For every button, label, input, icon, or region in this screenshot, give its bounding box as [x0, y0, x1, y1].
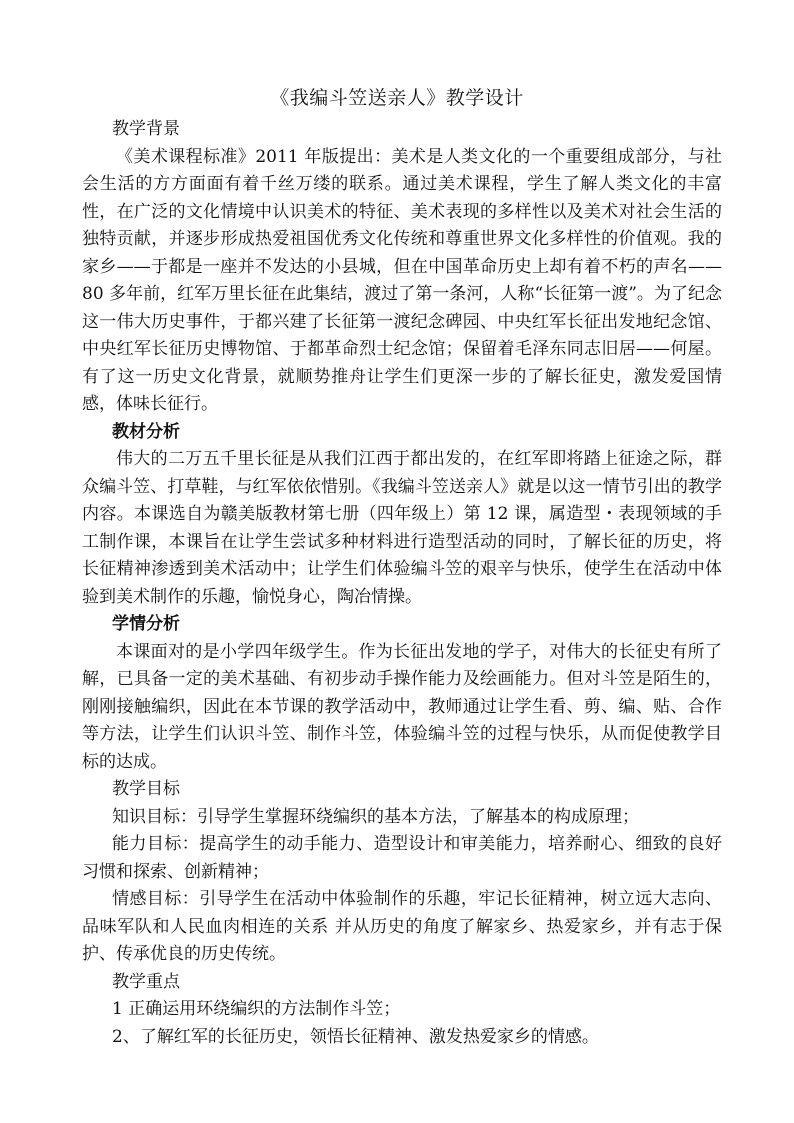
- document-body: [82, 116, 722, 1051]
- objective-ability: 能力目标：提高学生的动手能力、造型设计和审美能力，培养耐心、细致的良好习惯和探索、创新精神；: [82, 834, 722, 882]
- paragraph-students: 本课面对的是小学四年级学生。作为长征出发地的学子，对伟大的长征史有所了解，已具备一定的美术基础、有初步动手操作能力及绘画能力。但对斗笠是陌生的，刚刚接触编织，因此在本节课的教学活动中，教师通过让学生看、剪、编、贴、合作等方法，让学生们认识斗笠、制作斗笠，体验编斗笠的过程与快乐，从而促使教学目标的达成。: [82, 641, 722, 772]
- section-heading-background: 教学背景: [112, 119, 180, 139]
- keypoint-item-2: 2、了解红军的长征历史，领悟长征精神、激发热爱家乡的情感。: [112, 1026, 599, 1047]
- keypoint-item-1: 1 正确运用环绕编织的方法制作斗笠；: [112, 999, 401, 1019]
- section-heading-objectives: 教学目标: [112, 779, 180, 799]
- document-title: 《我编斗笠送亲人》教学设计: [270, 87, 524, 109]
- paragraph-material: 伟大的二万五千里长征是从我们江西于都出发的，在红军即将踏上征途之际，群众编斗笠、打草鞋，与红军依依惜别。《我编斗笠送亲人》就是以这一情节引出的教学内容。本课选自为赣美版教材第七册（四年级上）第 12 课，属造型・表现领域的手工制作课，本课旨在让学生尝试多种材料进行造型活动的同时，了解长征的历史，将长征精神渗透到美术活动中；让学生们体验编斗笠的艰辛与快乐，使学生在活动中体验到美术制作的乐趣，愉悦身心，陶冶情操。: [82, 449, 722, 607]
- section-heading-material: 教材分析: [112, 421, 180, 442]
- objective-emotion: 情感目标：引导学生在活动中体验制作的乐趣，牢记长征精神，树立远大志向、品味军队和人民血肉相连的关系 并从历史的角度了解家乡、热爱家乡，并有志于保护、传承优良的历史传统。: [82, 889, 722, 964]
- section-heading-keypoints: 教学重点: [112, 971, 180, 992]
- objective-knowledge: 知识目标：引导学生掌握环绕编织的基本方法，了解基本的构成原理；: [112, 806, 639, 827]
- section-heading-students: 学情分析: [112, 614, 180, 634]
- paragraph-background: 《美术课程标准》2011 年版提出：美术是人类文化的一个重要组成部分，与社会生活的方方面面有着千丝万缕的联系。通过美术课程，学生了解人类文化的丰富性，在广泛的文化情境中认识美术的特征、美术表现的多样性以及美术对社会生活的独特贡献，并逐步形成热爱祖国优秀文化传统和尊重世界文化多样性的价值观。我的家乡——于都是一座并不发达的小县城，但在中国革命历史上却有着不朽的声名——80 多年前，红军万里长征在此集结，渡过了第一条河，人称“长征第一渡”。为了纪念这一伟大历史事件，于都兴建了长征第一渡纪念碑园、中央红军长征出发地纪念馆、中央红军长征历史博物馆、于都革命烈士纪念馆；保留着毛泽东同志旧居——何屋。有了这一历史文化背景，就顺势推舟让学生们更深一步的了解长征史，激发爱国情感，体味长征行。: [82, 146, 722, 414]
